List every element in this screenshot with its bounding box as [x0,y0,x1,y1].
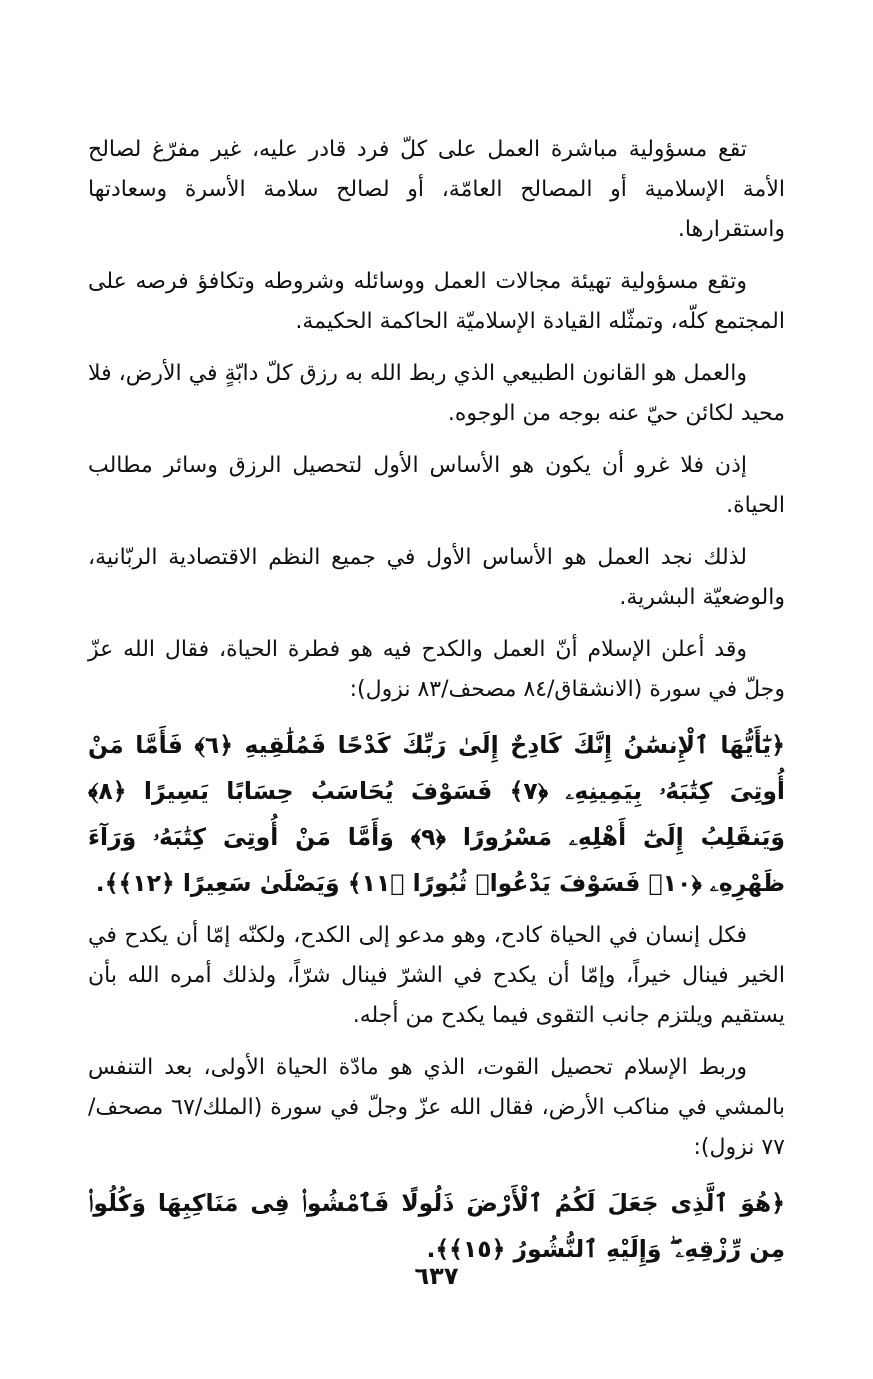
quran-verse-inshiqaq: ﴿يَٰٓأَيُّهَا ٱلْإِنسَٰنُ إِنَّكَ كَادِحٌ إِلَىٰ رَبِّكَ كَدْحًا فَمُلَٰقِيهِ ﴿٦﴾ فَأَمَّا مَنْ أُوتِىَ كِتَٰبَهُۥ بِيَمِينِهِۦ ﴿٧﴾ فَسَوْفَ يُحَاسَبُ حِسَابًا يَسِيرًا ﴿٨﴾ وَيَنقَلِبُ إِلَىٰٓ أَهْلِهِۦ مَسْرُورًا ﴿٩﴾ وَأَمَّا مَنْ أُوتِىَ كِتَٰبَهُۥ وَرَآءَ ظَهْرِهِۦ ﴿١٠﴾ فَسَوْفَ يَدْعُوا۟ ثُبُورًا ﴿١١﴾ وَيَصْلَىٰ سَعِيرًا ﴿١٢﴾﴾. [88,731,786,897]
quran-verse-mulk: ﴿هُوَ ٱلَّذِى جَعَلَ لَكُمُ ٱلْأَرْضَ ذَلُولًا فَٱمْشُوا۟ فِى مَنَاكِبِهَا وَكُلُوا۟ مِن رِّزْقِهِۦ ۖ وَإِلَيْهِ ٱلنُّشُورُ ﴿١٥﴾﴾. [88,1189,785,1263]
paragraph-every-human-toils: فكل إنسان في الحياة كادح، وهو مدعو إلى الكدح، ولكنّه إمّا أن يكدح في الخير فينال خيراً، وإمّا أن يكدح في الشرّ فينال شرّاً، ولذلك أمره الله بأن يستقيم ويلتزم جانب التقوى فيما يكدح من أجله. [88,923,785,1028]
paragraph-natural-law: والعمل هو القانون الطبيعي الذي ربط الله به رزق كلّ دابّةٍ في الأرض، فلا محيد لكائن حيّ عنه بوجه من الوجوه. [88,361,785,426]
paragraph-foundation: إذن فلا غرو أن يكون هو الأساس الأول لتحصيل الرزق وسائر مطالب الحياة. [88,453,785,518]
paragraph-economic-systems: لذلك نجد العمل هو الأساس الأول في جميع النظم الاقتصادية الربّانية، والوضعيّة البشرية. [88,545,785,610]
page-number: ٦٣٧ [414,1262,459,1290]
paragraph-society-responsibility: وتقع مسؤولية تهيئة مجالات العمل ووسائله وشروطه وتكافؤ فرصه على المجتمع كلّه، وتمثّله القيادة الإسلاميّة الحاكمة الحكيمة. [88,269,785,334]
paragraph-sustenance: وربط الإسلام تحصيل القوت، الذي هو مادّة الحياة الأولى، بعد التنفس بالمشي في مناكب الأرض، فقال الله عزّ وجلّ في سورة (الملك/٦٧ مصحف/٧٧ نزول): [88,1055,785,1160]
paragraph-work-responsibility: تقع مسؤولية مباشرة العمل على كلّ فرد قادر عليه، غير مفرّغ لصالح الأمة الإسلامية أو المصالح العامّة، أو لصالح سلامة الأسرة وسعادتها واستقرارها. [88,137,785,242]
page-body [88,130,785,1282]
paragraph-islam-declared: وقد أعلن الإسلام أنّ العمل والكدح فيه هو فطرة الحياة، فقال الله عزّ وجلّ في سورة (الانشقاق/٨٤ مصحف/٨٣ نزول): [88,637,785,702]
